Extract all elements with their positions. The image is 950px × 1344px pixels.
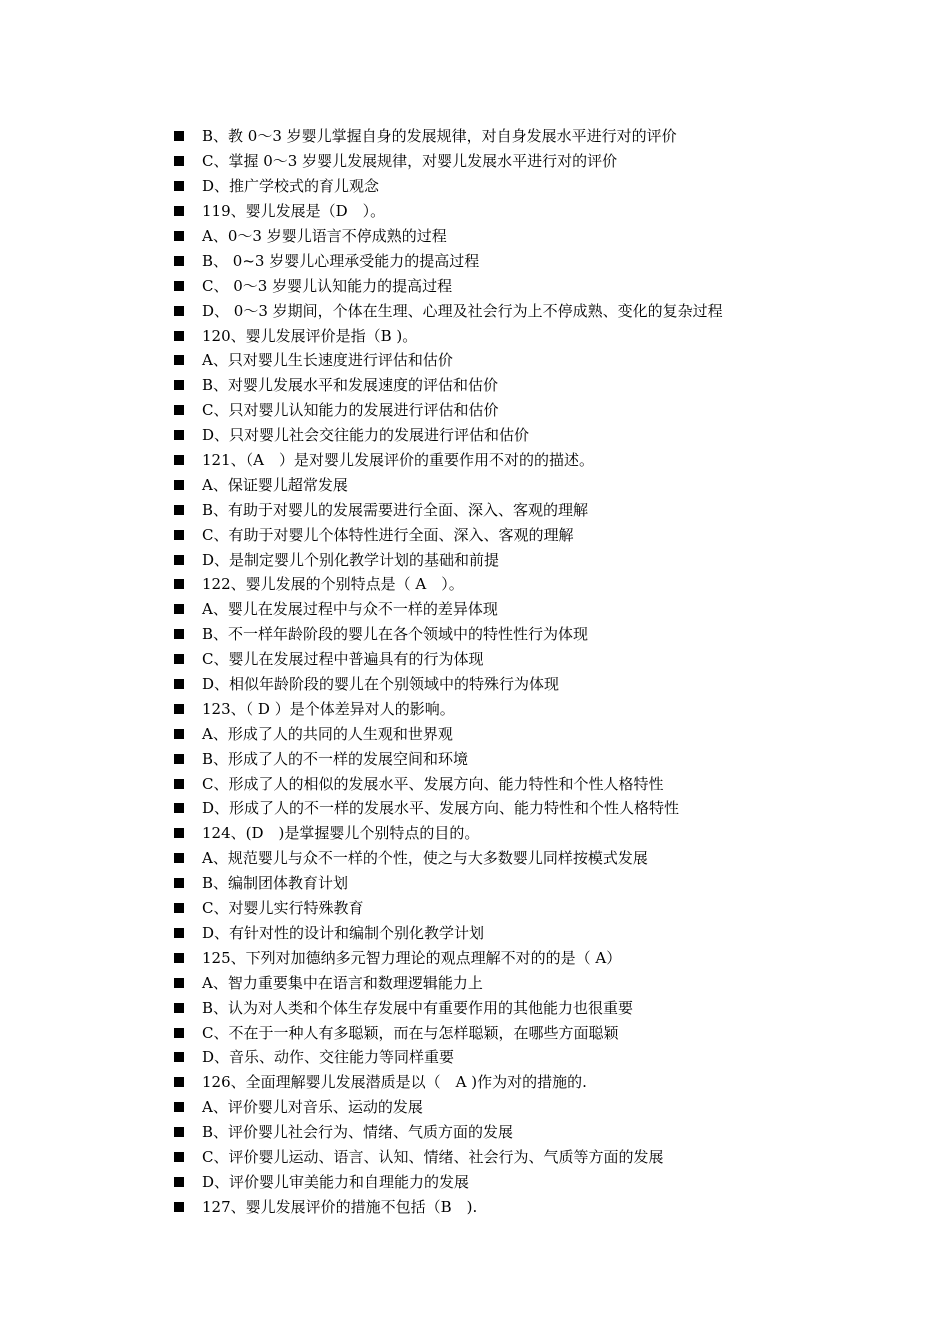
square-bullet-icon (174, 530, 184, 540)
list-item (172, 373, 892, 398)
list-item-text: A、只对婴儿生长速度进行评估和估价 (202, 351, 453, 370)
square-bullet-icon (174, 281, 184, 291)
square-bullet-icon (174, 604, 184, 614)
list-item (172, 945, 892, 970)
list-item (172, 124, 892, 149)
list-item (172, 547, 892, 572)
list-item-text: 119、婴儿发展是（D ）。 (202, 202, 386, 221)
list-item-text: 123、（ D ）是个体差异对人的影响。 (202, 699, 455, 718)
list-item (172, 1070, 892, 1095)
list-item (172, 1194, 892, 1219)
list-item-text: D、形成了人的不一样的发展水平、发展方向、能力特性和个性人格特性 (202, 799, 680, 818)
square-bullet-icon (174, 1028, 184, 1038)
square-bullet-icon (174, 405, 184, 415)
list-item-text: 122、婴儿发展的个别特点是（ A ）。 (202, 575, 464, 594)
square-bullet-icon (174, 1202, 184, 1212)
square-bullet-icon (174, 779, 184, 789)
list-item (172, 622, 892, 647)
list-item-text: A、0～3 岁婴儿语言不停成熟的过程 (202, 227, 447, 245)
square-bullet-icon (174, 455, 184, 465)
list-item (172, 1169, 892, 1194)
list-item (172, 174, 892, 199)
list-item-text: C、评价婴儿运动、语言、认知、情绪、社会行为、气质等方面的发展 (202, 1147, 664, 1166)
list-item-text: C、对婴儿实行特殊教育 (202, 899, 364, 918)
square-bullet-icon (174, 754, 184, 764)
list-item-text: D、推广学校式的育儿观念 (202, 177, 380, 196)
list-item (172, 1095, 892, 1120)
list-item-text: B、评价婴儿社会行为、情绪、气质方面的发展 (202, 1123, 514, 1142)
square-bullet-icon (174, 828, 184, 838)
square-bullet-icon (174, 579, 184, 589)
list-item-text: B、 0~3 岁婴儿心理承受能力的提高过程 (202, 251, 480, 270)
list-item (172, 1145, 892, 1170)
list-item (172, 472, 892, 497)
list-item-text: D、评价婴儿审美能力和自理能力的发展 (202, 1172, 470, 1191)
square-bullet-icon (174, 306, 184, 316)
square-bullet-icon (174, 729, 184, 739)
square-bullet-icon (174, 853, 184, 863)
square-bullet-icon (174, 256, 184, 266)
square-bullet-icon (174, 1102, 184, 1112)
square-bullet-icon (174, 231, 184, 241)
list-item (172, 199, 892, 224)
square-bullet-icon (174, 629, 184, 639)
square-bullet-icon (174, 704, 184, 714)
list-item (172, 298, 892, 323)
list-item (172, 323, 892, 348)
list-item (172, 448, 892, 473)
list-item-text: D、相似年龄阶段的婴儿在个别领域中的特殊行为体现 (202, 675, 560, 694)
square-bullet-icon (174, 480, 184, 490)
list-item (172, 970, 892, 995)
list-item-text: D、是制定婴儿个别化教学计划的基础和前提 (202, 550, 500, 569)
list-item-text: B、教 0～3 岁婴儿掌握自身的发展规律，对自身发展水平进行对的评价 (202, 127, 677, 146)
square-bullet-icon (174, 1177, 184, 1187)
list-item-text: C、掌握 0～3 岁婴儿发展规律，对婴儿发展水平进行对的评价 (202, 152, 618, 171)
square-bullet-icon (174, 181, 184, 191)
list-item (172, 248, 892, 273)
list-item-text: C、只对婴儿认知能力的发展进行评估和估价 (202, 401, 499, 420)
list-item-text: 125、下列对加德纳多元智力理论的观点理解不对的的是（ A） (202, 948, 622, 967)
square-bullet-icon (174, 1152, 184, 1162)
square-bullet-icon (174, 803, 184, 813)
list-item (172, 721, 892, 746)
list-item (172, 423, 892, 448)
list-item (172, 871, 892, 896)
list-item-text: 121、（A ）是对婴儿发展评价的重要作用不对的的描述。 (202, 451, 594, 470)
list-item-text: 126、全面理解婴儿发展潜质是以（ A )作为对的措施的. (202, 1073, 587, 1092)
list-item (172, 771, 892, 796)
list-item (172, 896, 892, 921)
list-item (172, 921, 892, 946)
list-item-text: A、婴儿在发展过程中与众不一样的差异体现 (202, 600, 498, 619)
list-item (172, 224, 892, 249)
list-item-text: 124、(D )是掌握婴儿个别特点的目的。 (202, 824, 480, 843)
list-item-text: 127、婴儿发展评价的措施不包括（B ). (202, 1197, 478, 1216)
list-item (172, 348, 892, 373)
list-item-text: A、规范婴儿与众不一样的个性，使之与大多数婴儿同样按模式发展 (202, 849, 648, 868)
square-bullet-icon (174, 679, 184, 689)
list-item-text: C、不在于一种人有多聪颖，而在与怎样聪颖，在哪些方面聪颖 (202, 1023, 619, 1042)
list-item (172, 273, 892, 298)
list-item (172, 597, 892, 622)
list-item (172, 846, 892, 871)
list-item-text: C、婴儿在发展过程中普遍具有的行为体现 (202, 650, 484, 669)
square-bullet-icon (174, 131, 184, 141)
list-item (172, 149, 892, 174)
list-item-text: D、有针对性的设计和编制个别化教学计划 (202, 923, 485, 942)
list-item-text: A、评价婴儿对音乐、运动的发展 (202, 1098, 423, 1117)
list-item-text: A、保证婴儿超常发展 (202, 475, 348, 494)
list-item-text: B、形成了人的不一样的发展空间和环境 (202, 749, 469, 768)
list-item-text: B、对婴儿发展水平和发展速度的评估和估价 (202, 376, 499, 395)
list-item (172, 696, 892, 721)
list-item-text: C、形成了人的相似的发展水平、发展方向、能力特性和个性人格特性 (202, 774, 664, 793)
list-item (172, 821, 892, 846)
square-bullet-icon (174, 878, 184, 888)
square-bullet-icon (174, 978, 184, 988)
list-item-text: D、 0～3 岁期间，个体在生理、心理及社会行为上不停成熟、变化的复杂过程 (202, 301, 723, 320)
list-item (172, 572, 892, 597)
list-item-text: A、智力重要集中在语言和数理逻辑能力上 (202, 973, 483, 992)
list-item-text: D、只对婴儿社会交往能力的发展进行评估和估价 (202, 426, 530, 445)
list-item-text: D、音乐、动作、交往能力等同样重要 (202, 1048, 455, 1067)
square-bullet-icon (174, 903, 184, 913)
list-item-text: C、有助于对婴儿个体特性进行全面、深入、客观的理解 (202, 525, 574, 544)
square-bullet-icon (174, 505, 184, 515)
square-bullet-icon (174, 928, 184, 938)
square-bullet-icon (174, 355, 184, 365)
list-item (172, 1020, 892, 1045)
list-item-text: C、 0～3 岁婴儿认知能力的提高过程 (202, 276, 453, 295)
list-item (172, 746, 892, 771)
list-item (172, 647, 892, 672)
square-bullet-icon (174, 430, 184, 440)
square-bullet-icon (174, 555, 184, 565)
list-item-text: B、不一样年龄阶段的婴儿在各个领域中的特性性行为体现 (202, 625, 589, 644)
list-item (172, 1120, 892, 1145)
square-bullet-icon (174, 1003, 184, 1013)
question-list (172, 124, 892, 1219)
list-item-text: A、形成了人的共同的人生观和世界观 (202, 724, 453, 743)
list-item (172, 1045, 892, 1070)
list-item (172, 497, 892, 522)
square-bullet-icon (174, 654, 184, 664)
list-item (172, 672, 892, 697)
square-bullet-icon (174, 206, 184, 216)
square-bullet-icon (174, 953, 184, 963)
list-item (172, 398, 892, 423)
list-item-text: 120、婴儿发展评价是指（B )。 (202, 326, 418, 345)
list-item-text: B、有助于对婴儿的发展需要进行全面、深入、客观的理解 (202, 500, 589, 519)
square-bullet-icon (174, 1052, 184, 1062)
square-bullet-icon (174, 156, 184, 166)
square-bullet-icon (174, 1127, 184, 1137)
square-bullet-icon (174, 1077, 184, 1087)
list-item (172, 796, 892, 821)
list-item-text: B、认为对人类和个体生存发展中有重要作用的其他能力也很重要 (202, 998, 634, 1017)
square-bullet-icon (174, 380, 184, 390)
square-bullet-icon (174, 331, 184, 341)
list-item (172, 995, 892, 1020)
list-item-text: B、编制团体教育计划 (202, 874, 349, 893)
list-item (172, 522, 892, 547)
